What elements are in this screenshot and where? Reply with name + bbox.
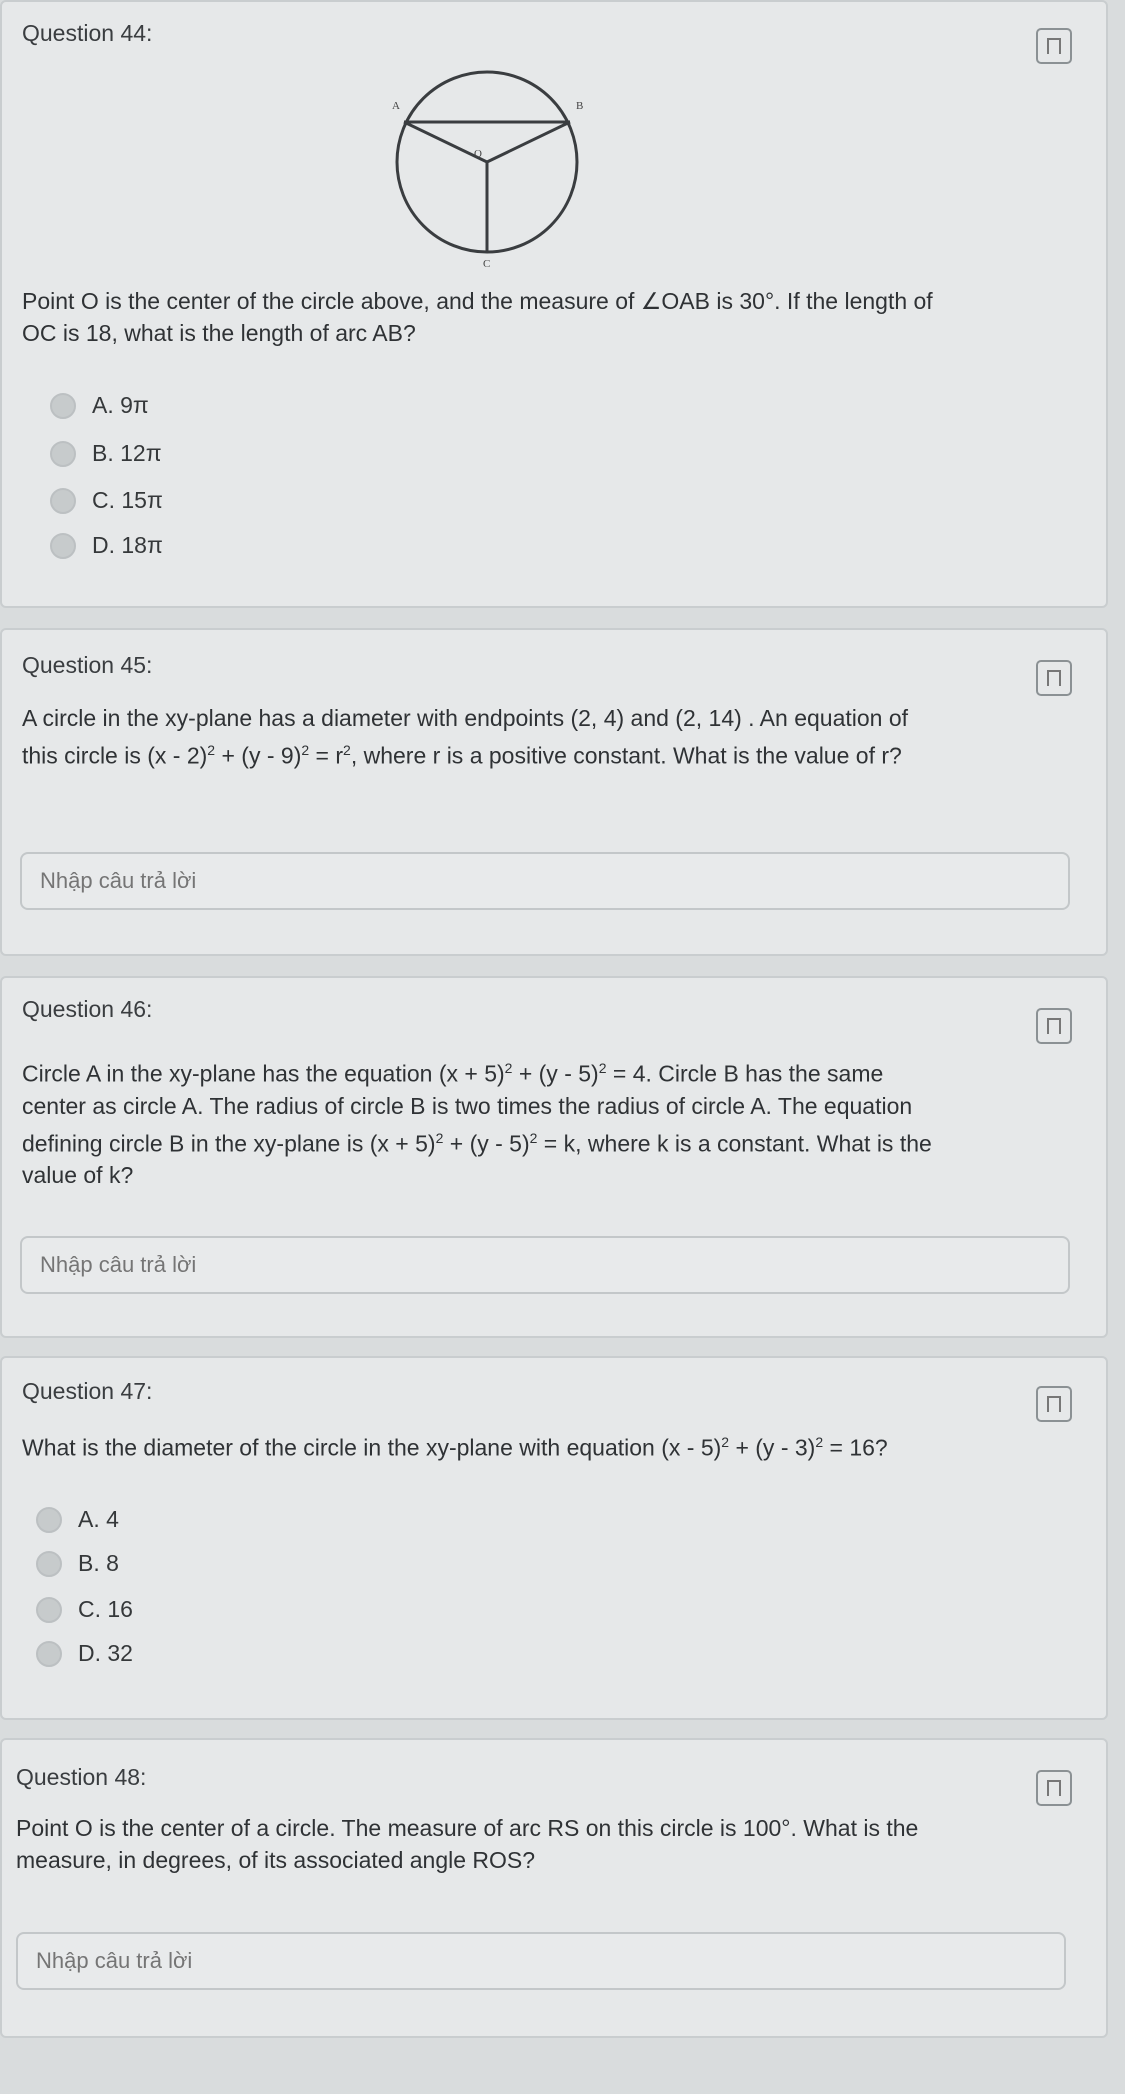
question-title: Question 48: [16, 1764, 147, 1790]
radio-button[interactable] [50, 393, 76, 419]
radio-button[interactable] [50, 441, 76, 467]
question-45-card [0, 628, 1108, 956]
question-47-card [0, 1356, 1108, 1720]
answer-input[interactable] [16, 1932, 1066, 1990]
question-44-card [0, 0, 1108, 608]
radio-button[interactable] [50, 488, 76, 514]
answer-input[interactable] [20, 852, 1070, 910]
point-c-label: C [483, 258, 491, 267]
question-title: Question 46: [22, 996, 153, 1022]
question-title: Question 47: [22, 1378, 153, 1404]
radio-button[interactable] [50, 533, 76, 559]
radio-button[interactable] [36, 1507, 62, 1533]
option-c[interactable]: C. 16 [36, 1596, 133, 1623]
question-text: Point O is the center of the circle above, and the measure of ∠OAB is 30°. If the length of OC is 18, what is the length of arc AB? [22, 288, 933, 346]
option-d[interactable]: D. 18π [50, 532, 163, 559]
question-48-card [0, 1738, 1108, 2038]
radio-button[interactable] [36, 1641, 62, 1667]
circle-diagram [362, 57, 612, 267]
question-title: Question 45: [22, 652, 153, 678]
bookmark-icon[interactable] [1036, 1008, 1072, 1044]
option-a[interactable]: A. 4 [36, 1506, 119, 1533]
question-title: Question 44: [22, 20, 153, 46]
option-d[interactable]: D. 32 [36, 1640, 133, 1667]
question-text: Point O is the center of a circle. The measure of arc RS on this circle is 100°. What is the measure, in degrees, of its associated angle ROS? [16, 1815, 919, 1873]
option-b[interactable]: B. 8 [36, 1550, 119, 1577]
question-46-card [0, 976, 1108, 1338]
point-a-label: A [392, 100, 400, 112]
answer-input[interactable] [20, 1236, 1070, 1294]
radio-button[interactable] [36, 1551, 62, 1577]
option-a[interactable]: A. 9π [50, 392, 149, 419]
question-text: Circle A in the xy-plane has the equation $(x + 5)^2 + (y - 5)^2 = 4$. Circle B has the same center as circle A. The radius of circle B is two times the radius of circle A. The equation defining circle B in the xy-plane is $(x + 5)^2 + (y - 5)^2 = k$, where k is a constant. What is the value of k? [22, 1060, 932, 1189]
option-b[interactable]: B. 12π [50, 440, 162, 467]
question-text: A circle in the xy-plane has a diameter with endpoints (2, 4) and (2, 14) . An equation of this circle is $(x - 2)^2 + (y - 9)^2 = r^2$, where r is a positive constant. What is the value of r? [22, 705, 909, 769]
radio-button[interactable] [36, 1597, 62, 1623]
option-c[interactable]: C. 15π [50, 487, 163, 514]
bookmark-icon[interactable] [1036, 28, 1072, 64]
bookmark-icon[interactable] [1036, 1770, 1072, 1806]
point-o-label: O [474, 148, 482, 160]
point-b-label: B [576, 100, 584, 112]
question-text: What is the diameter of the circle in the xy-plane with equation (x - 5)$^2$ + (y - 3)$^2$ = 16? [22, 1434, 888, 1461]
bookmark-icon[interactable] [1036, 660, 1072, 696]
bookmark-icon[interactable] [1036, 1386, 1072, 1422]
